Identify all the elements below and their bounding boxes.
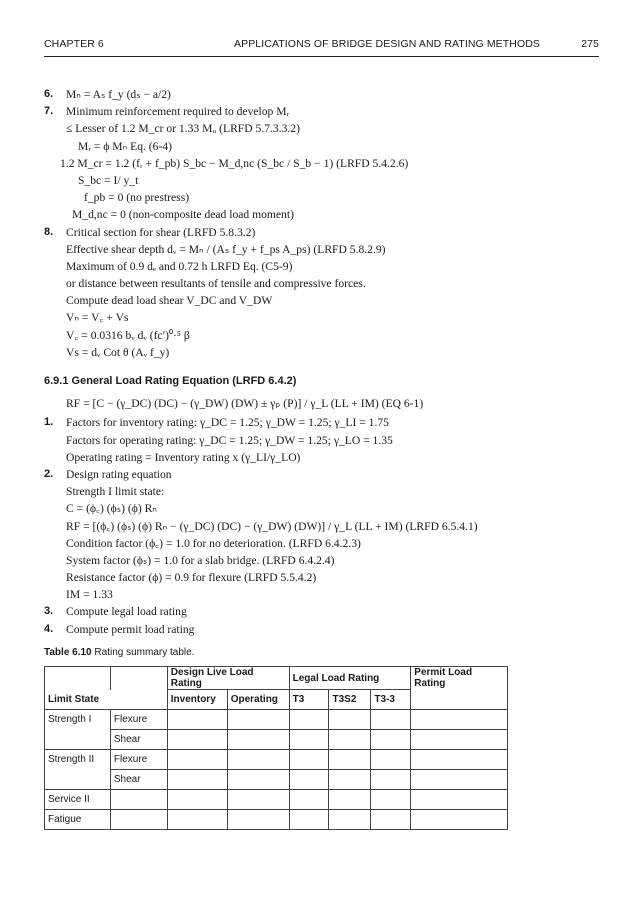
table-row — [45, 770, 508, 790]
t3-3-header: T3-3 — [371, 690, 411, 710]
table-group-header-row — [45, 667, 508, 690]
table-cell — [289, 790, 329, 810]
step-text: Critical section for shear (LRFD 5.8.3.2) — [66, 225, 256, 239]
table-cell — [289, 730, 329, 750]
step-line — [44, 172, 604, 189]
table-cell — [167, 810, 227, 830]
table-row — [45, 710, 508, 730]
step-text: Compute permit load rating — [66, 622, 195, 636]
step-line — [44, 449, 604, 466]
inventory-header: Inventory — [167, 690, 227, 710]
limit-state-cell: Fatigue — [45, 810, 111, 830]
step-number: 6. — [44, 88, 54, 100]
step-line — [44, 535, 604, 552]
step-text: C = (ϕ꜀) (ϕₛ) (ϕ) Rₙ — [66, 502, 157, 516]
table-cell — [167, 750, 227, 770]
step-text: Strength I limit state: — [66, 485, 165, 499]
table-header-row — [45, 690, 508, 710]
limit-state-cell: Strength I — [45, 710, 111, 730]
step-text: Design rating equation — [66, 467, 172, 481]
step-line — [44, 500, 604, 517]
step-line — [44, 86, 604, 103]
section-gap — [44, 361, 604, 373]
table-cell — [411, 770, 508, 790]
step-text: Vₙ = V꜀ + Vs — [66, 311, 129, 325]
table-cell — [329, 790, 371, 810]
page-number: 275 — [581, 38, 599, 50]
table-caption-label: Table 6.10 — [44, 647, 92, 658]
step-text: S_bc = I/ y_t — [78, 173, 139, 187]
table-row — [45, 810, 508, 830]
table-cell — [227, 810, 289, 830]
table-cell — [371, 790, 411, 810]
step-text: ≤ Lesser of 1.2 M_cr or 1.33 Mᵤ (LRFD 5.7.3.3.2) — [66, 122, 300, 136]
table-cell — [329, 810, 371, 830]
table-row — [45, 790, 508, 810]
limit-state-header: Limit State — [45, 690, 168, 710]
body-text — [44, 86, 604, 638]
step-text: Factors for inventory rating: γ_DC = 1.25; γ_DW = 1.25; γ_LI = 1.75 — [66, 416, 389, 430]
sub-state-cell: Shear — [110, 770, 167, 790]
step-line — [44, 120, 604, 137]
step-line — [44, 344, 604, 361]
step-line — [44, 569, 604, 586]
table-cell — [411, 810, 508, 830]
rating-summary-table — [44, 666, 508, 830]
table-cell — [371, 750, 411, 770]
table-caption — [44, 647, 194, 658]
table-cell — [167, 710, 227, 730]
table-caption-text: Rating summary table. — [94, 647, 195, 658]
table-header-cell — [411, 690, 508, 710]
design-live-load-header: Design Live Load Rating — [167, 667, 289, 690]
step-line — [44, 414, 604, 431]
step-line — [44, 466, 604, 483]
step-text: Resistance factor (ϕ) = 0.9 for flexure (LRFD 5.5.4.2) — [66, 571, 317, 585]
limit-state-cell: Strength II — [45, 750, 111, 770]
table-cell — [167, 770, 227, 790]
step-text: Mᵣ = ϕ Mₙ Eq. (6-4) — [78, 139, 172, 153]
step-text: Maximum of 0.9 dₑ and 0.72 h LRFD Eq. (C5-9) — [66, 259, 293, 273]
table-cell — [411, 730, 508, 750]
table-cell — [329, 730, 371, 750]
sub-state-cell: Flexure — [110, 750, 167, 770]
step-text: or distance between resultants of tensile and compressive forces. — [66, 277, 366, 291]
t3s2-header: T3S2 — [329, 690, 371, 710]
section-heading: 6.9.1 General Load Rating Equation (LRFD 6.4.2) — [44, 375, 297, 387]
step-line — [44, 224, 604, 241]
step-line — [44, 621, 604, 638]
step-number: 4. — [44, 622, 54, 635]
step-line — [44, 327, 604, 344]
step-text: 1.2 M_cr = 1.2 (fᵣ + f_pb) S_bc − M_d,nc (S_bc / S_b − 1) (LRFD 5.4.2.6) — [60, 156, 409, 170]
table-cell — [289, 750, 329, 770]
table-row — [45, 730, 508, 750]
table-cell — [289, 810, 329, 830]
table-header-cell — [45, 667, 111, 690]
step-line — [44, 155, 604, 172]
step-line — [44, 206, 604, 223]
table-cell — [371, 770, 411, 790]
operating-header: Operating — [227, 690, 289, 710]
step-text: Compute legal load rating — [66, 605, 187, 619]
table-cell — [329, 770, 371, 790]
table-cell — [289, 710, 329, 730]
table-cell — [227, 790, 289, 810]
sub-state-cell — [110, 790, 167, 810]
step-text: Factors for operating rating: γ_DC = 1.25; γ_DW = 1.25; γ_LO = 1.35 — [66, 433, 393, 447]
step-line — [44, 292, 604, 309]
step-text: IM = 1.33 — [66, 588, 113, 602]
step-text: V꜀ = 0.0316 bᵥ dᵥ (fc′)⁰·⁵ β — [66, 328, 190, 342]
step-number: 3. — [44, 605, 54, 618]
step-number: 7. — [44, 105, 54, 118]
step-number: 1. — [44, 416, 54, 429]
table-cell — [167, 790, 227, 810]
t3-header: T3 — [289, 690, 329, 710]
running-header — [44, 38, 599, 54]
table-cell — [329, 750, 371, 770]
section-heading-line — [44, 373, 604, 390]
table-cell — [411, 750, 508, 770]
step-line — [44, 189, 604, 206]
permit-load-header: Permit Load Rating — [411, 667, 508, 690]
step-text: System factor (ϕₛ) = 1.0 for a slab bridge. (LRFD 6.4.2.4) — [66, 553, 335, 567]
table-cell — [411, 790, 508, 810]
step-text: Minimum reinforcement required to develop Mᵣ — [66, 105, 290, 119]
table-cell — [227, 750, 289, 770]
step-text: M_d,nc = 0 (non-composite dead load moment) — [72, 208, 294, 222]
step-line — [44, 275, 604, 292]
table-cell — [227, 770, 289, 790]
step-line — [44, 483, 604, 500]
limit-state-cell — [45, 770, 111, 790]
step-text: Operating rating = Inventory rating x (γ_LI/γ_LO) — [66, 450, 301, 464]
table-cell — [371, 710, 411, 730]
sub-state-cell: Flexure — [110, 710, 167, 730]
step-text: Effective shear depth dᵥ = Mₙ / (Aₛ f_y + f_ps A_ps) (LRFD 5.8.2.9) — [66, 242, 386, 256]
table-cell — [411, 710, 508, 730]
chapter-title: APPLICATIONS OF BRIDGE DESIGN AND RATING METHODS — [234, 38, 541, 50]
table-header-cell — [110, 667, 167, 690]
step-line — [44, 258, 604, 275]
table-cell — [289, 770, 329, 790]
step-line — [44, 432, 604, 449]
step-text: Compute dead load shear V_DC and V_DW — [66, 294, 273, 308]
sub-state-cell — [110, 810, 167, 830]
step-text: Mₙ = Aₛ f_y (dₛ − a/2) — [66, 88, 171, 101]
table-cell — [167, 730, 227, 750]
step-line — [44, 552, 604, 569]
rating-equation: RF = [C − (γ_DC) (DC) − (γ_DW) (DW) ± γₚ (P)] / γ_L (LL + IM) (EQ 6-1) — [66, 397, 424, 411]
limit-state-cell: Service II — [45, 790, 111, 810]
table-cell — [329, 710, 371, 730]
sub-state-cell: Shear — [110, 730, 167, 750]
step-text: f_pb = 0 (no prestress) — [84, 191, 190, 205]
step-line — [44, 309, 604, 326]
chapter-label: CHAPTER 6 — [44, 38, 104, 50]
step-line — [44, 103, 604, 120]
step-line — [44, 138, 604, 155]
step-line — [44, 586, 604, 603]
step-line — [44, 518, 604, 535]
step-text: RF = [(ϕ꜀) (ϕₛ) (ϕ) Rₙ − (γ_DC) (DC) − (γ_DW) (DW)] / γ_L (LL + IM) (LRFD 6.5.4.1) — [66, 519, 478, 533]
step-line — [44, 241, 604, 258]
table-cell — [227, 710, 289, 730]
table-cell — [227, 730, 289, 750]
rating-equation-line — [44, 395, 604, 412]
step-number: 8. — [44, 225, 54, 238]
table-cell — [371, 730, 411, 750]
limit-state-cell — [45, 730, 111, 750]
step-line — [44, 603, 604, 620]
step-text: Condition factor (ϕ꜀) = 1.0 for no deterioration. (LRFD 6.4.2.3) — [66, 536, 361, 550]
legal-load-header: Legal Load Rating — [289, 667, 411, 690]
table-row — [45, 750, 508, 770]
table-cell — [371, 810, 411, 830]
step-number: 2. — [44, 467, 54, 480]
header-rule — [44, 56, 599, 57]
step-text: Vs = dᵥ Cot θ (Aᵥ f_y) — [66, 345, 170, 359]
